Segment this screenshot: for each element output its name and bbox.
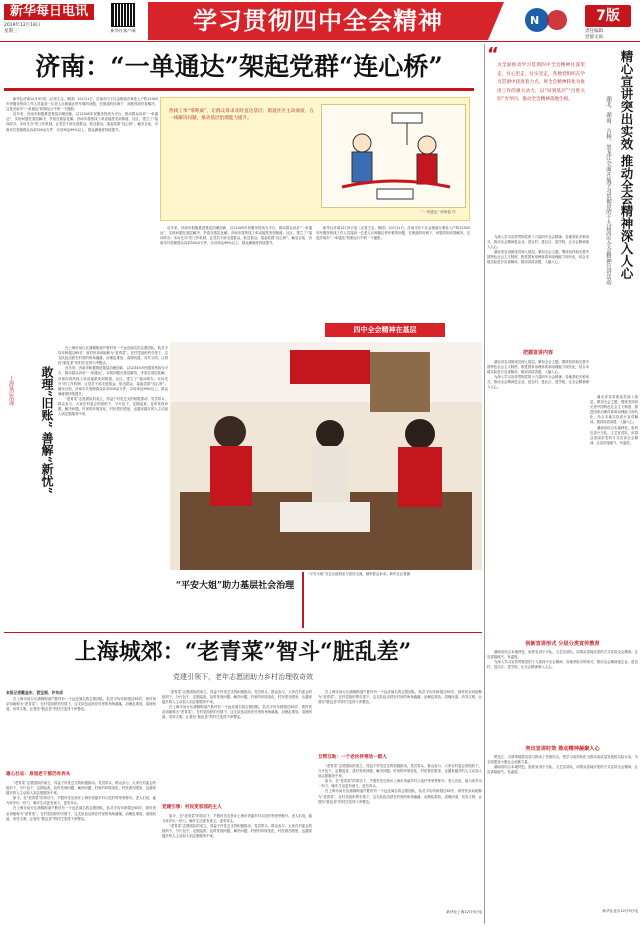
right-section-3-text-b: 湖南省结合本地特色，组织宣讲小分队、文艺宣讲队，用群众喜闻乐见的方式宣讲全会精神，让宣讲接地气、有温度。 bbox=[487, 765, 638, 775]
lower-col1-text-b bbox=[6, 781, 156, 921]
lower-col1-p1: 在上海市闵行区浦锦街道芦胜村有一个远近闻名的志愿团队，队员平均年龄超过65岁，被村民亲切地称为“老青菜”。在村党组织的引领下，这支队伍活跃在村里的角角落落，治理乱堆放、清理河道、劝导文明，让曾经“脏乱差”的村庄变得干净整洁。 bbox=[6, 697, 156, 712]
lower-subhead-2: 党建引领：村民变家园的主人 bbox=[162, 805, 222, 810]
news-photo bbox=[170, 342, 482, 570]
lower-col1-text bbox=[6, 697, 156, 767]
left-article-p2: 近年来，济南市积极推进基层治理创新，以12345市民服务热线为平台，推动群众诉求“一单通达”，实现问题在基层解决、矛盾在基层化解。济南市将热线工单直接派发到街道、社区，建立了“接诉即办、未诉先办”的工作机制，让党员干部走进群众、贴近群众，架起党群“连心桥”。截至目前，济南市共受理群众诉求500余万件，办结率达99%以上，群众满意度持续提升。 bbox=[58, 366, 168, 396]
lower-col3-text bbox=[318, 690, 482, 750]
lower-subhead-1: 雄心壮志：身退老干部仍有奔头 bbox=[6, 772, 71, 777]
page-topic: 学习贯彻四中全会精神 bbox=[148, 2, 488, 40]
quote-box bbox=[160, 97, 470, 221]
right-section-3-heading: 突出宣讲时效 推动精神凝聚人心 bbox=[525, 746, 600, 752]
issue-weekday: 星期三 bbox=[4, 29, 18, 34]
left-headline-block bbox=[6, 346, 56, 646]
right-section-3 bbox=[487, 745, 638, 920]
lower-col2-p1: “老青菜”志愿团队的成立，得益于村党总支的积极推动。党员带头、群众参与，大家在村委会的组织下，分片包干，定期巡查，及时发现问题、解决问题。村里的环境变化，村民看在眼里，也越来越多的人主动加入到志愿服务中来。 bbox=[162, 690, 312, 705]
right-section-2 bbox=[487, 640, 638, 740]
photo-headline: “平安大姐”助力基层社会治理 bbox=[175, 581, 295, 591]
masthead bbox=[0, 0, 640, 42]
qr-code-icon bbox=[112, 4, 134, 26]
lower-headline-block bbox=[4, 632, 482, 672]
quote-text: 热线工单“零距离”，让群众诉求及时直达基层；街道社区主动承接，在一线解决问题，推动基层治理能力提升。 bbox=[169, 109, 314, 122]
right-article-intro bbox=[487, 235, 589, 345]
lower-col1-p4: 在上海市闵行区浦锦街道芦胜村有一个远近闻名的志愿团队，队员平均年龄超过65岁，被村民亲切地称为“老青菜”。在村党组织的引领下，这支队伍活跃在村里的角角落落，治理乱堆放、清理河道、劝导文明，让曾经“脏乱差”的村庄变得干净整洁。 bbox=[6, 806, 156, 821]
main-article-column-1 bbox=[6, 97, 158, 321]
cartoon-illustration bbox=[321, 104, 466, 208]
lower-col2-p3: 如今，在“老青菜”的带动下，芦胜村先后获评上海市美丽乡村示范村等荣誉称号。老人们说，能为家乡出一份力，晚年生活更有意义、更有奔头。 bbox=[162, 814, 312, 824]
lower-col1-p3: 如今，在“老青菜”的带动下，芦胜村先后获评上海市美丽乡村示范村等荣誉称号。老人们说，能为家乡出一份力，晚年生活更有意义、更有奔头。 bbox=[6, 796, 156, 806]
right-section-1-text-b: 为深入学习宣传贯彻党的十九届四中全会精神，各地采取多种形式，推动全会精神进企业、进农村、进社区、进学校，让全会精神深入人心。 bbox=[487, 375, 589, 390]
main-body-continued: 近年来，济南市积极推进基层治理创新，以12345市民服务热线为平台，推动群众诉求“一单通达”，实现问题在基层解决、矛盾在基层化解。济南市将热线工单直接派发到街道、社区，建立了“接诉即办、未诉先办”的工作机制，让党员干部走进群众、贴近群众，架起党群“连心桥”。截至目前，济南市共受理群众诉求500余万件，办结率达99%以上，群众满意度持续提升。 bbox=[160, 226, 312, 246]
vertical-headline: 精心宣讲突出实效 推动全会精神深入人心 bbox=[619, 50, 634, 280]
lower-column-2 bbox=[162, 690, 312, 920]
right-section-2-heading: 创新宣讲形式 分层分类宣传教育 bbox=[525, 641, 600, 647]
lower-col2-text-b bbox=[162, 814, 312, 914]
column-divider bbox=[484, 44, 485, 924]
lower-col3-p1: 在上海市闵行区浦锦街道芦胜村有一个远近闻名的志愿团队，队员平均年龄超过65岁，被村民亲切地称为“老青菜”。在村党组织的引领下，这支队伍活跃在村里的角角落落，治理乱堆放、清理河道、劝导文明，让曾经“脏乱差”的村庄变得干净整洁。 bbox=[318, 690, 482, 705]
editor-credit bbox=[585, 29, 637, 41]
right-section-1-heading: 把握宣讲内容 bbox=[522, 350, 553, 356]
lower-col2-p2: 在上海市闵行区浦锦街道芦胜村有一个远近闻名的志愿团队，队员平均年龄超过65岁，被村民亲切地称为“老青菜”。在村党组织的引领下，这支队伍活跃在村里的角角落落，治理乱堆放、清理河道、劝导文明，让曾经“脏乱差”的村庄变得干净整洁。 bbox=[162, 705, 312, 720]
app-label: 新华社客户端 bbox=[110, 28, 136, 33]
vertical-subhead: 湖北、湖南、吉林、黑龙江全面开展学习贯彻党的十九届四中全会精神宣讲活动 bbox=[605, 96, 611, 285]
right-section-3-text: 黑龙江、吉林等地将宣讲与推动工作相结合，把学习成效转化为推动高质量发展的实际行动，为全面建成小康社会贡献力量。 bbox=[487, 755, 638, 765]
vertical-headline-block bbox=[590, 48, 638, 390]
right-section-2-body bbox=[487, 650, 638, 738]
lower-col3-p4: 在上海市闵行区浦锦街道芦胜村有一个远近闻名的志愿团队，队员平均年龄超过65岁，被村民亲切地称为“老青菜”。在村党组织的引领下，这支队伍活跃在村里的角角落落，治理乱堆放、清理河道、劝导文明，让曾经“脏乱差”的村庄变得干净整洁。 bbox=[318, 789, 482, 804]
pull-quote-text: 为全面推动学习贯彻四中全会精神往深里走、往心里走、往实里走，各地党组织在学习贯彻中找准着力点，将全会精神转化为推进工作的强大动力，以“回到基层”“百姓关切”为导向，推动全会精神落地生根。 bbox=[497, 63, 585, 103]
lower-col2-p4: “老青菜”志愿团队的成立，得益于村党总支的积极推动。党员带头、群众参与，大家在村委会的组织下，分片包干，定期巡查，及时发现问题、解决问题。村里的环境变化，村民看在眼里，也越来越多的人主动加入到志愿服务中来。 bbox=[162, 824, 312, 839]
app-qr-code[interactable] bbox=[104, 3, 142, 41]
quote-mark-icon: “ bbox=[487, 44, 499, 65]
left-subhead: 上海基层治理 bbox=[8, 376, 14, 406]
right-signature: 新华社北京12月9日电 bbox=[602, 909, 638, 913]
left-headline: 敢理“旧账” 善解“新忧” bbox=[40, 366, 54, 494]
main-intro-continued: 新华社济南12月9日电（记者王志、陈国）10月11日，济南市历下区金街道办事处入户的12345市民服务热线工作人员接到一位老人反映辖区停车难的问题，在街道的协调下，问题得到妥善解决。这是济南市“一单通达”机制运行中的一个缩影。 bbox=[316, 226, 470, 241]
lower-col3-p2: “老青菜”志愿团队的成立，得益于村党总支的积极推动。党员带头、群众参与，大家在村委会的组织下，分片包干，定期巡查，及时发现问题、解决问题。村里的环境变化，村民看在眼里，也越来越多的人主动加入到志愿服务中来。 bbox=[318, 764, 482, 779]
svg-text:N: N bbox=[530, 14, 540, 27]
editor-label: 责任编辑 bbox=[585, 29, 603, 34]
photo-caption: “平安大姐”在社区值班室与居民交流，倾听群众诉求。新华社记者摄 bbox=[302, 572, 482, 628]
right-intro-extra: 湖北省宣讲团成员深入基层，紧扣全会主题，围绕坚持和完善中国特色社会主义制度、推进国家治理体系和治理能力现代化，结合本地实际进行宣讲解读，做到讲清讲透、入脑入心。 bbox=[487, 250, 589, 265]
headline-rule bbox=[4, 88, 474, 91]
page-number-badge: 7版 bbox=[585, 5, 631, 27]
section-banner: 四中全会精神在基层 bbox=[325, 323, 445, 337]
right-outer-text bbox=[590, 395, 638, 631]
left-article-p1: 在上海市闵行区浦锦街道芦胜村有一个远近闻名的志愿团队，队员平均年龄超过65岁，被村民亲切地称为“老青菜”。在村党组织的引领下，这支队伍活跃在村里的角角落落，治理乱堆放、清理河道、劝导文明，让曾经“脏乱差”的村庄变得干净整洁。 bbox=[58, 346, 168, 366]
main-body: 近年来，济南市积极推进基层治理创新，以12345市民服务热线为平台，推动群众诉求“一单通达”，实现问题在基层解决、矛盾在基层化解。济南市将热线工单直接派发到街道、社区，建立了“接诉即办、未诉先办”的工作机制，让党员干部走进群众、贴近群众，架起党群“连心桥”。截至目前，济南市共受理群众诉求500余万件，办结率达99%以上，群众满意度持续提升。 bbox=[6, 112, 158, 132]
paper-logo bbox=[4, 4, 99, 32]
lower-rule bbox=[4, 632, 482, 633]
lower-column-1 bbox=[6, 697, 156, 920]
editor-name: 党郁文质 bbox=[585, 35, 603, 40]
lower-subtitle: 党建引领下，老年志愿团助力乡村治理收奇效 bbox=[173, 673, 313, 681]
cartoon-caption: “一单通达” 商海春 作 bbox=[421, 210, 456, 214]
right-outer-column bbox=[590, 395, 638, 635]
lower-col1-p2: “老青菜”志愿团队的成立，得益于村党总支的积极推动。党员带头、群众参与，大家在村委会的组织下，分片包干，定期巡查，及时发现问题、解决问题。村里的环境变化，村民看在眼里，也越来越多的人主动加入到志愿服务中来。 bbox=[6, 781, 156, 796]
lower-col3-text-b bbox=[318, 764, 482, 910]
right-section-2-text-b: 为深入学习宣传贯彻党的十九届四中全会精神，各地采取多种形式，推动全会精神进企业、进农村、进社区、进学校，让全会精神深入人心。 bbox=[487, 660, 638, 670]
right-section-1-body bbox=[487, 360, 589, 510]
left-article-p3: “老青菜”志愿团队的成立，得益于村党总支的积极推动。党员带头、群众参与，大家在村委会的组织下，分片包干，定期巡查，及时发现问题、解决问题。村里的环境变化，村民看在眼里，也越来越多的人主动加入到志愿服务中来。 bbox=[58, 396, 168, 417]
paper-name: 新华每日电讯 bbox=[4, 4, 94, 20]
right-section-1-text: 湖北省宣讲团成员深入基层，紧扣全会主题，围绕坚持和完善中国特色社会主义制度、推进国家治理体系和治理能力现代化，结合本地实际进行宣讲解读，做到讲清讲透、入脑入心。 bbox=[487, 360, 589, 375]
photo-headline-block bbox=[170, 572, 300, 628]
lower-headline: 上海城郊：“老青菜”智斗“脏乱差” bbox=[74, 639, 412, 665]
issue-date: 2019年12月18日 bbox=[4, 23, 41, 28]
right-intro: 为深入学习宣传贯彻党的十九届四中全会精神，各地采取多种形式，推动全会精神进企业、进农村、进社区、进学校，让全会精神深入人心。 bbox=[487, 235, 589, 250]
lower-col3-p3: 如今，在“老青菜”的带动下，芦胜村先后获评上海市美丽乡村示范村等荣誉称号。老人们说，能为家乡出一份力，晚年生活更有意义、更有奔头。 bbox=[318, 779, 482, 789]
lower-byline: 本报记者戴金东、袁宝娟、许东成 bbox=[6, 690, 63, 695]
right-outer-paragraph-b: 湖南省结合本地特色，组织宣讲小分队、文艺宣讲队，用群众喜闻乐见的方式宣讲全会精神，让宣讲接地气、有温度。 bbox=[590, 425, 638, 445]
left-article-text bbox=[58, 346, 168, 642]
right-section-3-body bbox=[487, 755, 638, 905]
right-outer-paragraph: 湖北省宣讲团成员深入基层，紧扣全会主题，围绕坚持和完善中国特色社会主义制度、推进国家治理体系和治理能力现代化，结合本地实际进行宣讲解读，做到讲清讲透、入脑入心。 bbox=[590, 395, 638, 425]
main-headline: 济南：“一单通达”架起党群“连心桥” bbox=[35, 52, 443, 81]
lower-column-3 bbox=[318, 690, 482, 920]
lower-subhead-3: 互帮互助：一个老伙伴带动一群人 bbox=[318, 755, 387, 760]
main-headline-block bbox=[4, 48, 474, 92]
lower-signature: 新华社上海12月9日电 bbox=[446, 910, 482, 914]
xinhua-news-logo bbox=[524, 5, 570, 35]
lower-col2-text bbox=[162, 690, 312, 800]
main-article-column-3 bbox=[316, 226, 470, 296]
main-intro: 新华社济南12月9日电（记者王志、陈国）10月11日，济南市历下区金街道办事处入户的12345市民服务热线工作人员接到一位老人反映辖区停车难的问题，在街道的协调下，问题得到妥善解决。这是济南市“一单通达”机制运行中的一个缩影。 bbox=[6, 97, 158, 112]
main-article-column-2 bbox=[160, 226, 312, 321]
right-section-2-text: 湖南省结合本地特色，组织宣讲小分队、文艺宣讲队，用群众喜闻乐见的方式宣讲全会精神，让宣讲接地气、有温度。 bbox=[487, 650, 638, 660]
pull-quote-block bbox=[487, 44, 585, 228]
